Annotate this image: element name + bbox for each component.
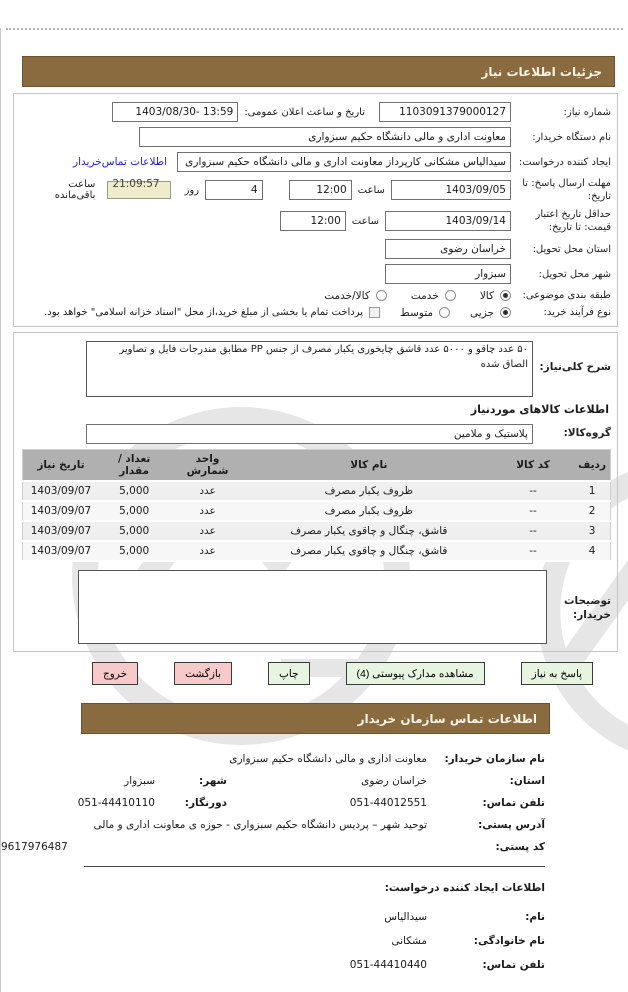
buyer-contact-section: [1, 753, 545, 853]
creator-info-section: [1, 911, 545, 971]
countdown-timer-value: 21:09:57: [112, 178, 160, 190]
table-cell: --: [492, 541, 574, 561]
goods-table-header-row: [23, 450, 611, 482]
table-row: [23, 541, 611, 561]
deadline-hour-label: ساعت: [357, 184, 385, 196]
description-text: ۵۰ عدد چاقو و ۵۰۰۰ عدد قاشق چایخوری یکبار مصرف از جنس PP مطابق مندرجات فایل و تصاویر الصاق شده: [119, 344, 528, 370]
reply-deadline-label: مهلت ارسال پاسخ: تا تاریخ:: [522, 178, 611, 202]
delivery-province-field[interactable]: [385, 239, 511, 259]
treasury-checkbox-option[interactable]: [44, 307, 380, 318]
need-details-header: [22, 56, 615, 87]
day-unit-label: روز: [184, 184, 200, 196]
creator-row: [22, 152, 611, 172]
buyer-notes-label: توضیحات خریدار:: [563, 595, 611, 622]
view-attachments-button[interactable]: مشاهده مدارک پیوستی (4): [346, 662, 485, 685]
treasury-checkbox-label: پرداخت تمام یا بخشی از مبلغ خرید،از محل "اسناد خزانه اسلامی" خواهد بود.: [44, 307, 364, 318]
back-button[interactable]: بازگشت: [174, 662, 232, 685]
column-header: نام کالا: [246, 450, 492, 482]
price-validity-row: [22, 208, 611, 234]
buyer-notes-row: [22, 570, 611, 644]
column-header: ردیف: [574, 450, 610, 482]
need-number-value: 1103091379000127: [399, 106, 506, 118]
table-cell: 5,000: [99, 481, 169, 501]
province-label: استان:: [509, 775, 545, 787]
radio-selected-icon[interactable]: [500, 290, 511, 301]
buyer-org-value: معاونت اداری و مالی دانشگاه حکیم سبزواری: [308, 131, 506, 143]
exit-button[interactable]: خروج: [92, 662, 138, 685]
table-row: [23, 521, 611, 541]
goods-section-title: اطلاعات کالاهای موردنیاز: [470, 403, 609, 416]
table-cell: --: [492, 501, 574, 521]
table-cell: ظروف یکبار مصرف: [246, 481, 492, 501]
deadline-time-field[interactable]: [289, 180, 352, 200]
table-cell: 5,000: [99, 501, 169, 521]
buyer-notes-textarea[interactable]: [78, 570, 547, 644]
phone-label: تلفن تماس:: [482, 797, 545, 809]
city-value: سبزوار: [124, 775, 155, 787]
announce-datetime-label: تاریخ و ساعت اعلان عمومی:: [244, 106, 365, 118]
first-name-label: نام:: [525, 911, 545, 923]
description-row: [22, 341, 611, 397]
column-header: واحد شمارش: [169, 450, 245, 482]
postal-code-label: کد پستی:: [495, 841, 545, 853]
creator-phone-value: 051-44410440: [349, 959, 427, 971]
table-cell: --: [492, 481, 574, 501]
table-cell: عدد: [169, 541, 245, 561]
table-cell: 3: [574, 521, 610, 541]
table-row: [23, 481, 611, 501]
print-button[interactable]: چاپ: [268, 662, 310, 685]
table-cell: 2: [574, 501, 610, 521]
province-value: خراسان رضوی: [361, 775, 427, 787]
org-name-label: نام سازمان خریدار:: [444, 753, 545, 765]
postal-address-value: توحید شهر – پردیس دانشگاه حکیم سبزواری - حوزه ی معاونت اداری و مالی: [93, 819, 427, 831]
table-cell: عدد: [169, 521, 245, 541]
description-textarea[interactable]: [86, 341, 533, 397]
checkbox-icon[interactable]: [369, 307, 380, 318]
radio-icon[interactable]: [376, 290, 387, 301]
radio-option-goods-service[interactable]: [324, 290, 387, 302]
subject-category-label: طبقه بندی موضوعی:: [522, 290, 611, 301]
table-row: [23, 501, 611, 521]
announce-datetime-value: 1403/08/30- 13:59: [135, 106, 234, 118]
creator-field[interactable]: [177, 152, 511, 172]
table-cell: 5,000: [99, 541, 169, 561]
buyer-contact-header-label: اطلاعات تماس سازمان خریدار: [357, 711, 537, 726]
last-name-label: نام خانوادگی:: [473, 935, 545, 947]
radio-option-minor[interactable]: [470, 307, 511, 319]
postal-address-label: آدرس پستی:: [478, 819, 545, 831]
deadline-date-field[interactable]: [391, 180, 511, 200]
fax-value: 051-44410110: [77, 797, 155, 809]
reply-deadline-row: [22, 177, 611, 203]
price-validity-label: حداقل تاریخ اعتبار قیمت: تا تاریخ:: [535, 209, 611, 233]
creator-phone-label: تلفن تماس:: [482, 959, 545, 971]
radio-option-service-label: خدمت: [410, 289, 439, 302]
table-cell: قاشق، چنگال و چاقوی یکبار مصرف: [246, 541, 492, 561]
section-divider: [84, 866, 545, 867]
action-buttons-row: [29, 662, 628, 685]
description-label: شرح کلی‌نیاز:: [539, 361, 611, 373]
announce-datetime-field[interactable]: [112, 102, 238, 122]
table-cell: 5,000: [99, 521, 169, 541]
delivery-city-value: سبزوار: [475, 268, 506, 280]
last-name-value: مشکانی: [391, 935, 427, 947]
goods-group-label: گروه‌کالا:: [563, 427, 611, 440]
table-cell: 1403/09/07: [23, 521, 99, 541]
column-header: کد کالا: [492, 450, 574, 482]
subject-category-row: [22, 289, 611, 302]
goods-table: [22, 449, 611, 562]
table-cell: ظروف یکبار مصرف: [246, 501, 492, 521]
table-cell: قاشق، چنگال و چاقوی یکبار مصرف: [246, 521, 492, 541]
goods-group-value: پلاستیک و ملامین: [453, 428, 528, 440]
goods-group-row: [22, 424, 611, 444]
delivery-city-label: شهر محل تحویل:: [538, 268, 611, 280]
purchase-process-row: [22, 306, 611, 319]
buyer-org-row: [22, 127, 611, 147]
need-goods-panel: [13, 332, 618, 652]
remaining-hours-label: ساعت باقی‌مانده: [54, 179, 96, 201]
fax-label: دورنگار:: [184, 797, 227, 809]
need-number-field[interactable]: [379, 102, 511, 122]
table-cell: عدد: [169, 481, 245, 501]
phone-value: 051-44012551: [349, 797, 427, 809]
table-cell: 1: [574, 481, 610, 501]
validity-hour-label: ساعت: [351, 215, 379, 227]
org-name-value: معاونت اداری و مالی دانشگاه حکیم سبزواری: [229, 753, 427, 765]
column-header: تاریخ نیاز: [23, 450, 99, 482]
radio-icon[interactable]: [445, 290, 456, 301]
deadline-date-value: 1403/09/05: [445, 184, 506, 196]
validity-time-value: 12:00: [310, 215, 341, 227]
delivery-province-row: [22, 239, 611, 259]
need-details-page: [0, 28, 628, 992]
need-general-panel: [13, 93, 618, 327]
buyer-contact-link[interactable]: اطلاعات تماس‌خریدار: [73, 156, 167, 168]
delivery-city-field[interactable]: [385, 264, 511, 284]
radio-option-medium-label: متوسط: [400, 306, 434, 319]
remaining-days-value: 4: [250, 184, 258, 196]
creator-value: سیدالیاس مشکانی کارپرداز معاونت اداری و مالی دانشگاه حکیم سبزواری: [185, 156, 506, 168]
buyer-contact-header: [81, 703, 550, 734]
delivery-province-value: خراسان رضوی: [440, 243, 506, 255]
table-cell: عدد: [169, 501, 245, 521]
purchase-process-label: نوع فرآیند خرید:: [543, 307, 611, 318]
first-name-value: سیدالیاس: [384, 911, 427, 923]
creator-label: ایجاد کننده درخواست:: [518, 156, 611, 168]
validity-date-field[interactable]: [385, 211, 511, 231]
creator-info-title: اطلاعات ایجاد کننده درخواست:: [384, 882, 545, 894]
goods-group-field[interactable]: [86, 424, 533, 444]
table-cell: 1403/09/07: [23, 501, 99, 521]
radio-option-goods[interactable]: [480, 290, 511, 302]
need-details-header-label: جزئیات اطلاعات نیاز: [481, 64, 602, 79]
radio-option-goods-label: کالا: [479, 289, 494, 302]
table-cell: --: [492, 521, 574, 541]
remaining-days-field[interactable]: [205, 180, 262, 200]
need-number-row: [22, 102, 611, 122]
radio-option-goods-service-label: کالا/خدمت: [324, 289, 370, 302]
buyer-org-label: نام دستگاه خریدار:: [532, 131, 611, 143]
validity-date-value: 1403/09/14: [445, 215, 506, 227]
table-cell: 1403/09/07: [23, 541, 99, 561]
table-cell: 4: [574, 541, 610, 561]
buyer-org-field[interactable]: [139, 127, 511, 147]
column-header: تعداد / مقدار: [99, 450, 169, 482]
radio-option-minor-label: جزیی: [470, 306, 494, 319]
table-cell: 1403/09/07: [23, 481, 99, 501]
validity-time-field[interactable]: [280, 211, 346, 231]
need-number-label: شماره نیاز:: [563, 106, 611, 118]
countdown-timer: [107, 178, 170, 199]
reply-to-need-button[interactable]: پاسخ به نیاز: [521, 662, 593, 685]
delivery-city-row: [22, 264, 611, 284]
postal-code-value: 9617976487: [1, 841, 68, 853]
radio-option-medium[interactable]: [400, 307, 450, 319]
top-divider: [6, 28, 623, 30]
deadline-time-value: 12:00: [316, 184, 347, 196]
delivery-province-label: استان محل تحویل:: [532, 243, 611, 255]
radio-option-service[interactable]: [411, 290, 456, 302]
city-label: شهر:: [199, 775, 227, 787]
radio-selected-icon[interactable]: [500, 307, 511, 318]
radio-icon[interactable]: [439, 307, 450, 318]
